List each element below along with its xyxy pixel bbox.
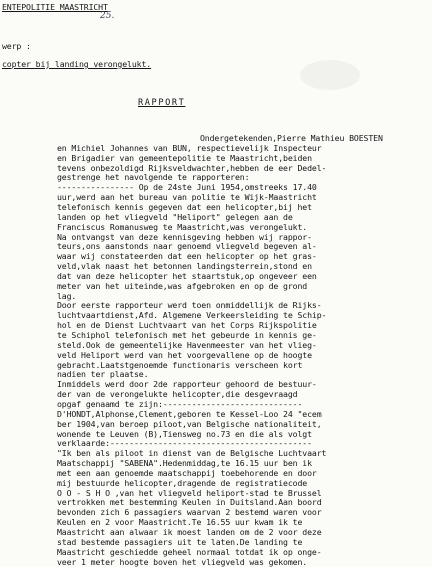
- body-line: hol en de Dienst Luchtvaart van het Corps Rijkspolitie: [57, 320, 317, 330]
- subject-label: werp :: [2, 41, 31, 51]
- handwritten-mark: 25.: [100, 11, 115, 21]
- body-line: gestrenge het navolgende te rapporteren:: [57, 172, 250, 182]
- body-line: steld.Ook de gemeentelijke Havenmeester van het vlieg-: [57, 340, 317, 350]
- body-line: mij bestuurde helicopter,dragende de registratiecode: [57, 478, 308, 488]
- paper-stain: [300, 60, 360, 90]
- body-line: Keulen en 2 voor Maastricht.Te 16.55 uur kwam ik te: [57, 517, 303, 527]
- body-line: veer 1 meter hoogte boven het vliegveld was gekomen.: [57, 557, 308, 567]
- body-line: D'HONDT,Alphonse,Clement,geboren te Kessel-Loo 24 "ecem: [57, 409, 322, 419]
- body-line: der van de verongelukte helicopter,die desgevraagd: [57, 389, 298, 399]
- body-line: en Michiel Johannes van BUN, respectievelijk Inspecteur: [57, 143, 322, 153]
- body-line: met een aan genoemde maatschappij toebehorende en door: [57, 468, 317, 478]
- body-line: meter van het uiteinde,was afgebroken en op de grond: [57, 281, 308, 291]
- body-line: dat van deze helicopter het staartstuk,op ongeveer een: [57, 271, 317, 281]
- body-line: stad bestemde passagiers uit te laten.De landing te: [57, 537, 303, 547]
- body-line: Franciscus Romanusweg te Maastricht,was verongelukt.: [57, 222, 308, 232]
- body-line: uur,werd aan het bureau van politie te Wijk-Maastricht: [57, 192, 317, 202]
- body-line: "Ik ben als piloot in dienst van de Belgische Luchtvaart: [57, 448, 327, 458]
- subject-text: copter bij landing verongelukt.: [2, 59, 152, 69]
- body-line: bevonden zich 6 passagiers waarvan 2 bestemd waren voor: [57, 507, 322, 517]
- body-line: Maastricht geschiedde geheel normaal totdat ik op onge-: [57, 547, 322, 557]
- body-line: Na ontvangst van deze kennisgeving hebben wij rappor-: [57, 232, 312, 242]
- body-line: ber 1904,van beroep piloot,van Belgische nationaliteit,: [57, 419, 322, 429]
- body-line: veld,vlak naast het betonnen landingsterrein,stond en: [57, 261, 312, 271]
- office-header: ENTEPOLITIE MAASTRICHT: [2, 2, 108, 12]
- body-line: Ondergetekenden,Pierre Mathieu BOESTEN: [200, 133, 383, 143]
- body-line: waar wij constateerden dat een helicopter op het gras-: [57, 251, 317, 261]
- body-line: gebracht.Laatstgenoemde functionaris verscheen kort: [57, 360, 303, 370]
- body-line: Maatschappij "SABENA".Hedenmiddag,te 16.15 uur ben ik: [57, 458, 312, 468]
- body-line: ---------------- Op de 24ste Juni 1954,omstreeks 17.40: [57, 182, 317, 192]
- body-line: nadien ter plaatse.: [57, 369, 149, 379]
- body-line: Inmiddels werd door 2de rapporteur gehoord de bestuur-: [57, 379, 317, 389]
- report-title: RAPPORT: [138, 98, 186, 108]
- body-line: Door eerste rapporteur werd toen onmiddellijk de Rijks-: [57, 300, 322, 310]
- body-line: teurs,ons aanstonds naar genoemd vliegveld begeven al-: [57, 241, 317, 251]
- body-line: verklaarde:------------------------------------------: [57, 438, 312, 448]
- body-line: opgaf genaamd te zijn:-----------------------------: [57, 399, 303, 409]
- body-line: telefonisch kennis gegeven dat een helicopter,bij het: [57, 202, 312, 212]
- body-line: Maastricht aan alwaar ik moest landen om de 2 voor deze: [57, 527, 322, 537]
- body-line: luchtvaartdienst,Afd. Algemene Verkeersleiding te Schip-: [57, 310, 327, 320]
- body-line: veld Heliport werd van het voorgevallene op de hoogte: [57, 350, 312, 360]
- body-line: lag.: [57, 291, 77, 301]
- body-line: tevens onbezoldigd Rijksveldwachter,hebben de eer Dedel-: [57, 163, 327, 173]
- body-line: landen op het vliegveld "Heliport" gelegen aan de: [57, 212, 293, 222]
- body-line: wonende te Leuven (B),Tiensweg no.73 en die als volgt: [57, 429, 312, 439]
- body-line: vertrokken met bestemming Keulen in Duitsland.Aan boord: [57, 497, 322, 507]
- body-line: O O - S H O ,van het vliegveld heliport-stad te Brussel: [57, 488, 322, 498]
- body-line: te Schiphol telefonisch met het gebeurde in kennis ge-: [57, 330, 317, 340]
- body-line: en Brigadier van gemeentepolitie te Maastricht,beiden: [57, 153, 312, 163]
